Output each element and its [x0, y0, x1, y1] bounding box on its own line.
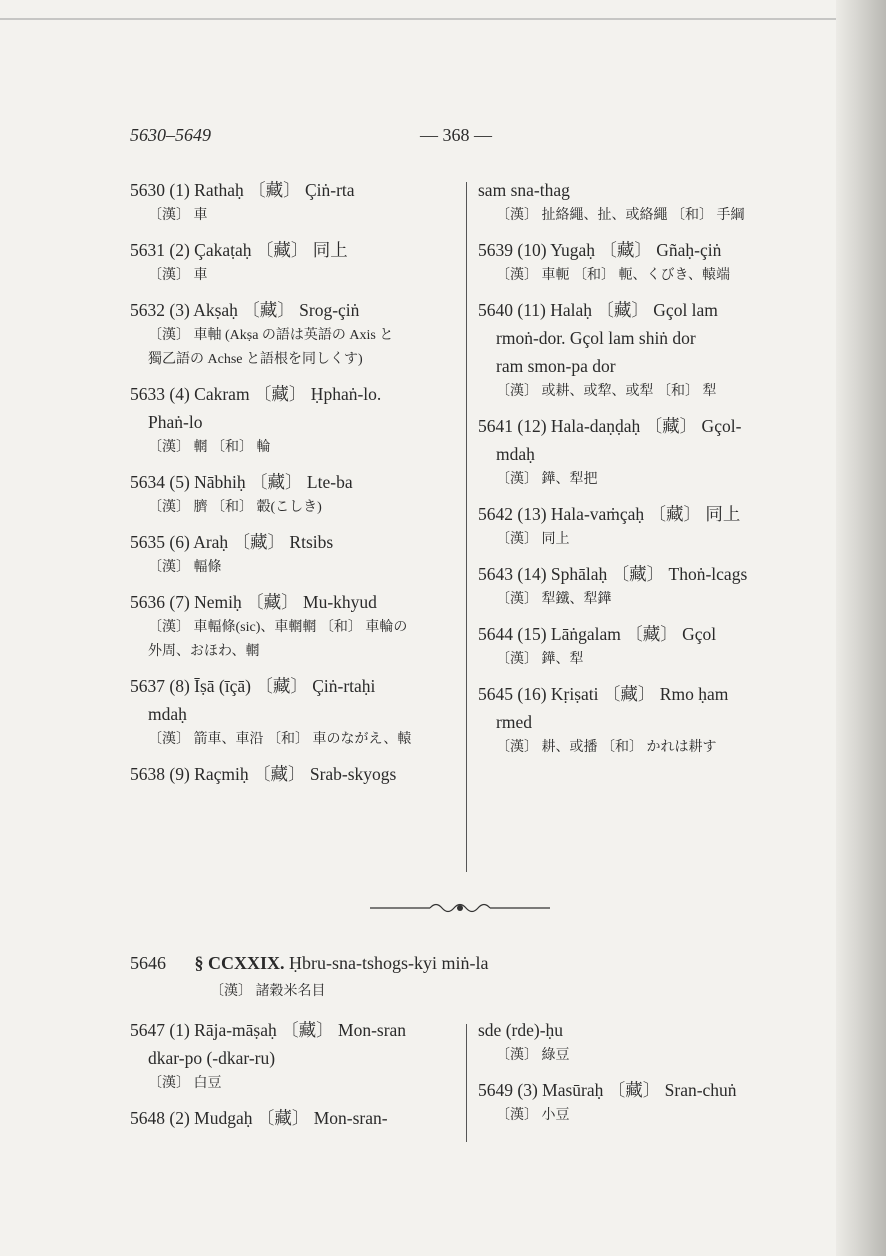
entry-gloss: 〔漢〕 輞 〔和〕 輪 [148, 440, 271, 455]
scan-top-line [0, 18, 886, 20]
right-column [478, 176, 813, 768]
dictionary-entry [130, 468, 460, 520]
entry-headword: 5638 (9) Raçmiḥ 〔藏〕 Srab-skyogs [130, 764, 397, 784]
entry-headword: 5644 (15) Lāṅgalam 〔藏〕 Gçol [478, 624, 717, 644]
ornament-divider [370, 898, 550, 918]
dictionary-entry [478, 236, 813, 288]
dictionary-entry [130, 760, 460, 788]
entry-headword: 5649 (3) Masūraḥ 〔藏〕 Sran-chuṅ [478, 1080, 737, 1100]
entry-gloss: 〔漢〕 箭車、車沿 〔和〕 車のながえ、轅 [148, 732, 412, 747]
left-column [130, 176, 460, 796]
entry-gloss: 〔漢〕 車軛 〔和〕 軛、くびき、轅端 [496, 268, 730, 283]
dictionary-entry [478, 560, 813, 612]
entry-continuation: rmoṅ-dor. Gçol lam shiṅ dor [496, 328, 696, 348]
dictionary-entry [130, 296, 460, 372]
column-divider [466, 182, 467, 872]
section-gloss: 〔漢〕 諸穀米名目 [210, 984, 326, 999]
entry-gloss: 〔漢〕 鏵、犁 [496, 652, 584, 667]
entry-gloss: 〔漢〕 臍 〔和〕 轂(こしき) [148, 500, 322, 515]
right-column-2 [478, 1016, 813, 1136]
dictionary-entry [478, 296, 813, 404]
entry-gloss: 〔漢〕 或耕、或犂、或犁 〔和〕 犁 [496, 384, 717, 399]
dictionary-entry [130, 176, 460, 228]
entry-continuation: mdaḥ [148, 704, 187, 724]
entry-gloss: 〔漢〕 車軸 (Akṣa の語は英語の Axis と [148, 328, 394, 343]
page-number: — 368 — [420, 125, 492, 145]
dictionary-entry [478, 1076, 813, 1128]
entry-continuation: sam sna-thag [478, 180, 570, 200]
entry-headword: 5635 (6) Araḥ 〔藏〕 Rtsibs [130, 532, 334, 552]
entry-gloss: 〔漢〕 同上 [496, 532, 570, 547]
entry-continuation: rmed [496, 712, 532, 732]
entry-headword: 5639 (10) Yugaḥ 〔藏〕 Gñaḥ-çiṅ [478, 240, 722, 260]
section-number: 5646 [130, 953, 166, 973]
entry-range: 5630–5649 [130, 125, 211, 145]
entry-headword: 5643 (14) Sphālaḥ 〔藏〕 Thoṅ-lcags [478, 564, 748, 584]
dictionary-entry [130, 380, 460, 460]
entry-headword: 5633 (4) Cakram 〔藏〕 Ḥphaṅ-lo. [130, 384, 382, 404]
page-edge-shadow [836, 0, 886, 1256]
entry-gloss: 〔漢〕 扯絡繩、扯、或絡繩 〔和〕 手綱 [496, 208, 745, 223]
section-heading [130, 948, 488, 978]
dictionary-entry [478, 412, 813, 492]
section-mark: § CCXXIX. [194, 953, 285, 973]
entry-headword: 5647 (1) Rāja-māṣaḥ 〔藏〕 Mon-sran [130, 1020, 407, 1040]
dictionary-entry [130, 588, 460, 664]
dictionary-entry [478, 176, 813, 228]
entry-gloss: 〔漢〕 綠豆 [496, 1048, 570, 1063]
entry-gloss: 〔漢〕 鏵、犁把 [496, 472, 598, 487]
dictionary-entry [130, 672, 460, 752]
entry-gloss: 〔漢〕 車 [148, 268, 208, 283]
entry-continuation: dkar-po (-dkar-ru) [148, 1048, 276, 1068]
entry-headword: 5640 (11) Halaḥ 〔藏〕 Gçol lam [478, 300, 718, 320]
entry-gloss: 〔漢〕 小豆 [496, 1108, 570, 1123]
entry-headword: 5634 (5) Nābhiḥ 〔藏〕 Lte-ba [130, 472, 353, 492]
dictionary-entry [478, 620, 813, 672]
dictionary-entry [130, 528, 460, 580]
entry-headword: 5648 (2) Mudgaḥ 〔藏〕 Mon-sran- [130, 1108, 388, 1128]
entry-continuation: ram smon-pa dor [496, 356, 616, 376]
dictionary-entry [130, 236, 460, 288]
dictionary-entry [478, 1016, 813, 1068]
section-title: Ḥbru-sna-tshogs-kyi miṅ-la [289, 953, 489, 973]
entry-gloss: 〔漢〕 車 [148, 208, 208, 223]
dictionary-entry [478, 680, 813, 760]
entry-gloss: 〔漢〕 白豆 [148, 1076, 222, 1091]
dictionary-entry [478, 500, 813, 552]
dictionary-entry [130, 1104, 460, 1132]
entry-gloss: 〔漢〕 犁鐵、犁鏵 [496, 592, 612, 607]
left-column-2 [130, 1016, 460, 1140]
entry-gloss: 〔漢〕 耕、或播 〔和〕 かれは耕す [496, 740, 717, 755]
entry-headword: 5637 (8) Īṣā (īçā) 〔藏〕 Çiṅ-rtaḥi [130, 676, 376, 696]
entry-gloss: 外周、おほわ、輞 [148, 644, 260, 659]
column-divider-2 [466, 1024, 467, 1142]
entry-headword: 5645 (16) Kṛiṣati 〔藏〕 Rmo ḥam [478, 684, 729, 704]
entry-headword: 5641 (12) Hala-daṇḍaḥ 〔藏〕 Gçol- [478, 416, 742, 436]
entry-headword: 5642 (13) Hala-vaṁçaḥ 〔藏〕 同上 [478, 504, 741, 524]
entry-continuation: mdaḥ [496, 444, 535, 464]
entry-headword: 5632 (3) Akṣaḥ 〔藏〕 Srog-çiṅ [130, 300, 360, 320]
entry-continuation: sde (rde)-ḥu [478, 1020, 564, 1040]
entry-continuation: Phaṅ-lo [148, 412, 203, 432]
entry-gloss: 〔漢〕 輻條 [148, 560, 222, 575]
dictionary-entry [130, 1016, 460, 1096]
entry-gloss: 〔漢〕 車輻條(sic)、車輞輞 〔和〕 車輪の [148, 620, 408, 635]
entry-headword: 5631 (2) Çakaṭaḥ 〔藏〕 同上 [130, 240, 348, 260]
entry-headword: 5630 (1) Rathaḥ 〔藏〕 Çiṅ-rta [130, 180, 355, 200]
entry-headword: 5636 (7) Nemiḥ 〔藏〕 Mu-khyud [130, 592, 377, 612]
entry-gloss: 獨乙語の Achse と語根を同しくす) [148, 352, 363, 367]
